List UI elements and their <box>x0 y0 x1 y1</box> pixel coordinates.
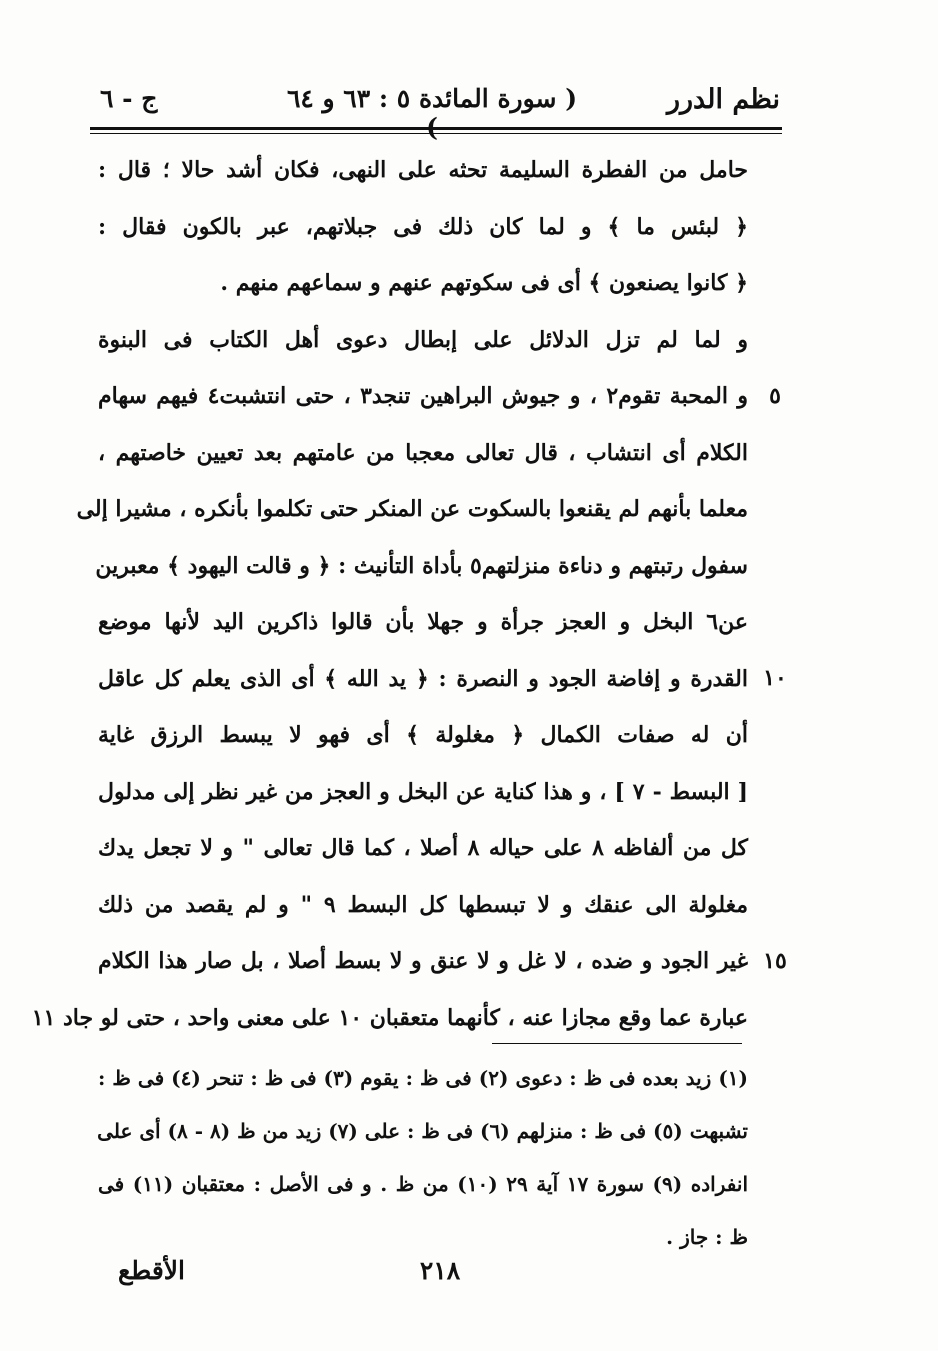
line-number-15: ١٥ <box>763 948 787 974</box>
header-rule-thick <box>90 127 782 130</box>
text-line: مغلولة الى عنقك و لا تبسطها كل البسط ٩ " و لم يقصد من ذلك <box>98 891 748 918</box>
footnote-line: ظ : جاز . <box>666 1225 748 1249</box>
book-title: نظم الدرر <box>666 84 780 115</box>
text-line: معلما بأنهم لم يقنعوا بالسكوت عن المنكر حتى تكلموا بأنكره ، مشيرا إلى <box>76 496 748 522</box>
text-line: القدرة و إفاضة الجود و النصرة : ﴿ يد الله ﴾ أى الذى يعلم كل عاقل <box>98 665 748 692</box>
text-line: [ البسط - ٧ ] ، و هذا كناية عن البخل و العجز من غير نظر إلى مدلول <box>98 778 749 805</box>
text-line: أن له صفات الكمال ﴿ مغلولة ﴾ أى فهو لا يبسط الرزق غاية <box>98 722 748 748</box>
running-header <box>92 84 780 142</box>
text-line: ﴿ لبئس ما ﴾ و لما كان ذلك فى جبلاتهم، عبر بالكون فقال : <box>98 213 748 240</box>
text-line: حامل من الفطرة السليمة تحثه على النهى، فكان أشد حالا ؛ قال : <box>98 157 748 183</box>
text-line: و المحبة تقوم٢ ، و جيوش البراهين تنجد٣ ، حتى انتشبت٤ فيهم سهام <box>98 383 748 409</box>
printer-signature: الأقطع <box>118 1256 185 1285</box>
line-number-10: ١٠ <box>763 665 787 691</box>
text-line: كل من ألفاظه ٨ على حياله ٨ أصلا ، كما قال تعالى " و لا تجعل يدك <box>98 835 748 861</box>
text-line: عبارة عما وقع مجازا عنه ، كأنهما متعقبان ١٠ على معنى واحد ، حتى لو جاد ١١ <box>31 1004 748 1031</box>
text-line: ﴿ كانوا يصنعون ﴾ أى فى سكوتهم عنهم و سماعهم منهم . <box>220 270 748 296</box>
text-line: غير الجود و ضده ، لا غل و لا عنق و لا بسط أصلا ، بل صار هذا الكلام <box>98 948 748 974</box>
text-line: و لما لم تزل الدلائل على إبطال دعوى أهل الكتاب فى البنوة <box>98 326 748 353</box>
main-text <box>31 142 749 1046</box>
footnotes <box>98 1052 748 1264</box>
header-rule-thin <box>90 133 782 134</box>
volume-label: ج - ٦ <box>100 84 158 113</box>
text-line: عن٦ البخل و العجز جرأة و جهلا بأن قالوا ذاكرين اليد لأنها موضع <box>98 609 748 635</box>
line-number-5: ٥ <box>769 383 781 409</box>
text-line: الكلام أى انتشاب ، قال تعالى معجبا من عامتهم بعد تعيين خاصتهم ، <box>98 439 748 466</box>
footnote-line: انفراده (٩) سورة ١٧ آية ٢٩ (١٠) من ظ . و فى الأصل : معتقبان (١١) فى <box>98 1172 748 1196</box>
footnote-line: تشبهت (٥) فى ظ : منزلهم (٦) فى ظ : على (٧) زيد من ظ (٨ - ٨) أى على <box>97 1119 748 1143</box>
page-number: ٢١٨ <box>419 1256 461 1285</box>
text-line: سفول رتبتهم و دناءة منزلتهم٥ بأداة التأنيث : ﴿ و قالت اليهود ﴾ معبرين <box>95 552 748 579</box>
footnote-line: (١) زيد بعده فى ظ : دعوى (٢) فى ظ : يقوم (٣) فى ظ : تنحر (٤) فى ظ : <box>98 1066 749 1090</box>
surah-reference: ( سورة المائدة ٥ : ٦٣ و ٦٤ ) <box>286 84 578 142</box>
footnote-separator <box>492 1043 742 1044</box>
